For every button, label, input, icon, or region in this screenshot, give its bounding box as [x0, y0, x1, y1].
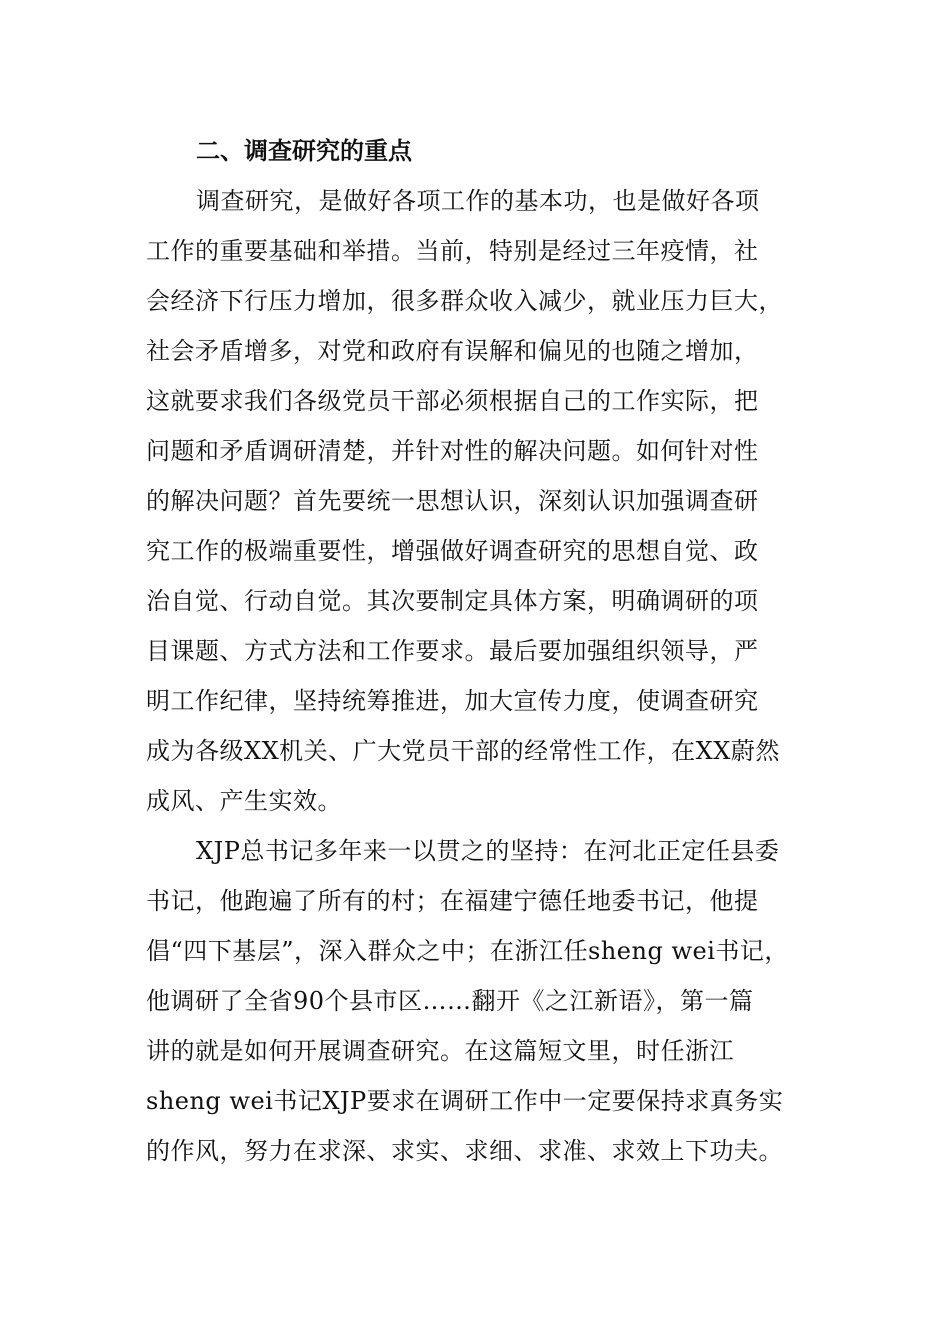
paragraph-line: 问题和矛盾调研清楚，并针对性的解决问题。如何针对性: [146, 437, 759, 465]
paragraph-line: sheng wei书记XJP要求在调研工作中一定要保持求真务实: [146, 1087, 784, 1115]
paragraph-line: 明工作纪律，坚持统筹推进，加大宣传力度，使调查研究: [146, 687, 759, 715]
paragraph-line: 社会矛盾增多，对党和政府有误解和偏见的也随之增加，: [146, 337, 759, 365]
paragraph-line: 治自觉、行动自觉。其次要制定具体方案，明确调研的项: [146, 587, 759, 615]
paragraph-line: 讲的就是如何开展调查研究。在这篇短文里，时任浙江: [146, 1037, 734, 1065]
paragraph-line: XJP总书记多年来一以贯之的坚持：在河北正定任县委: [196, 837, 780, 865]
paragraph-line: 成为各级XX机关、广大党员干部的经常性工作，在XX蔚然: [146, 737, 780, 765]
paragraph-line: 的作风，努力在求深、求实、求细、求准、求效上下功夫。: [146, 1137, 783, 1165]
paragraph-line: 倡“四下基层”，深入群众之中；在浙江任sheng wei书记，: [146, 937, 789, 965]
paragraph-line: 成风、产生实效。: [146, 787, 342, 815]
paragraph-line: 他调研了全省90个县市区……翻开《之江新语》，第一篇: [146, 987, 754, 1015]
paragraph-line: 书记，他跑遍了所有的村；在福建宁德任地委书记，他提: [146, 887, 759, 915]
paragraph-line: 调查研究，是做好各项工作的基本功，也是做好各项: [196, 187, 760, 215]
paragraph-line: 这就要求我们各级党员干部必须根据自己的工作实际，把: [146, 387, 759, 415]
paragraph-line: 工作的重要基础和举措。当前，特别是经过三年疫情，社: [146, 237, 759, 265]
paragraph-line: 会经济下行压力增加，很多群众收入减少，就业压力巨大，: [146, 287, 783, 315]
paragraph-line: 目课题、方式方法和工作要求。最后要加强组织领导，严: [146, 637, 759, 665]
paragraph-line: 究工作的极端重要性，增强做好调查研究的思想自觉、政: [146, 537, 759, 565]
paragraph-line: 的解决问题？首先要统一思想认识，深刻认识加强调查研: [146, 487, 759, 515]
section-heading: 二、调查研究的重点: [196, 137, 412, 165]
